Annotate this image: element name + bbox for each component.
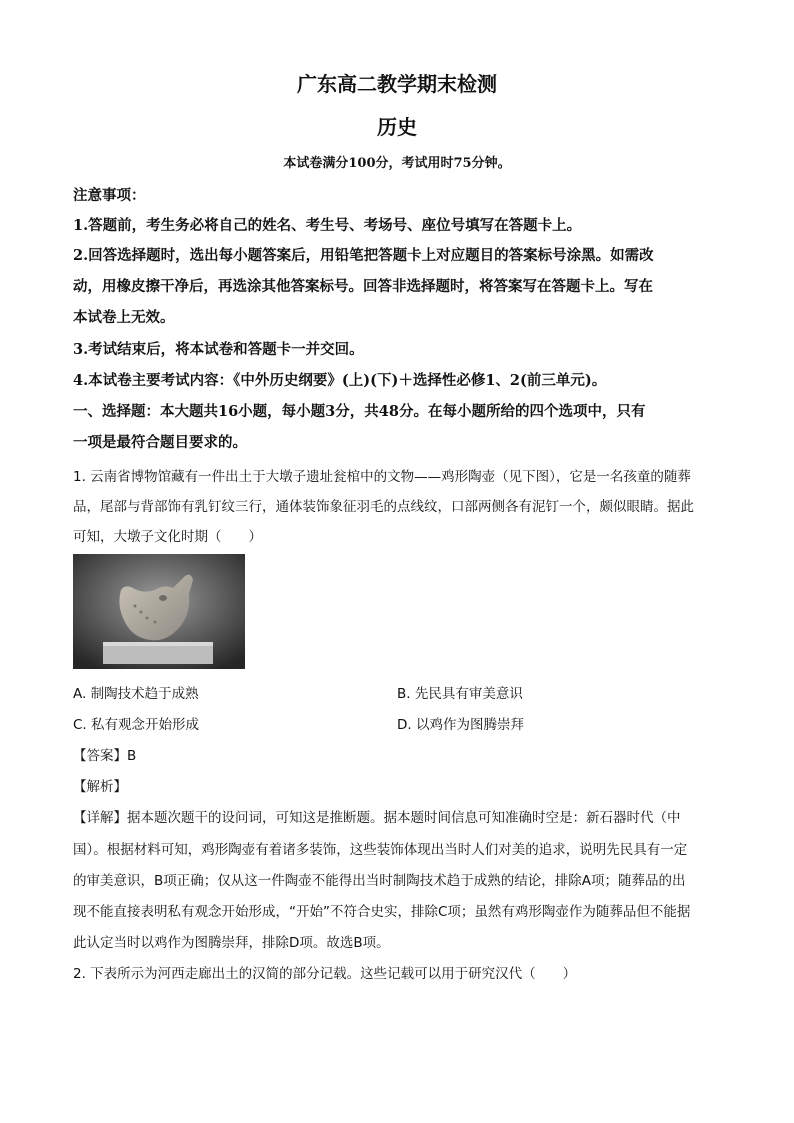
detail-tag: 详解	[86, 810, 114, 826]
question-1-stem-line-1: 1. 云南省博物馆藏有一件出土于大墩子遗址瓮棺中的文物——鸡形陶壶（见下图），它是一名孩童的随葬	[73, 469, 691, 485]
notes-item-3: 3.考试结束后，将本试卷和答题卡一并交回。	[73, 341, 364, 358]
question-1-stem-line-3: 可知，大墩子文化时期（ ）	[73, 529, 262, 545]
answer-value: B	[127, 748, 137, 764]
analysis-line: 【解析】	[73, 779, 127, 795]
pottery-image	[73, 554, 245, 669]
page-title: 广东高二教学期末检测	[297, 72, 497, 96]
section-heading-line-2: 一项是最符合题目要求的。	[73, 434, 247, 451]
option-c: C. 私有观念开始形成	[73, 717, 200, 733]
question-2-stem-line-1: 2. 下表所示为河西走廊出土的汉简的部分记载。这些记载可以用于研究汉代（ ）	[73, 966, 577, 982]
option-d: D. 以鸡作为图腾崇拜	[397, 717, 524, 733]
analysis-tag: 解析	[86, 779, 114, 795]
detail-line-3: 的审美意识，B项正确；仅从这一件陶壶不能得出当时制陶技术趋于成熟的结论，排除A项；随葬品的出	[73, 873, 686, 889]
exam-info: 本试卷满分100分，考试用时75分钟。	[283, 156, 511, 171]
detail-line-4: 现不能直接表明私有观念开始形成，“开始”不符合史实，排除C项；虽然有鸡形陶壶作为随葬品但不能据	[73, 904, 691, 920]
chicken-pottery-photo	[73, 554, 245, 669]
notes-item-1: 1.答题前，考生务必将自己的姓名、考生号、考场号、座位号填写在答题卡上。	[73, 217, 582, 234]
detail-line-5: 此认定当时以鸡作为图腾崇拜，排除D项。故选B项。	[73, 935, 390, 951]
notes-item-2-line-2: 动，用橡皮擦干净后，再选涂其他答案标号。回答非选择题时，将答案写在答题卡上。写在	[73, 278, 653, 295]
notes-item-2-line-3: 本试卷上无效。	[73, 309, 175, 326]
subject-title: 历史	[377, 115, 417, 139]
detail-line-2: 国）。根据材料可知，鸡形陶壶有着诸多装饰，这些装饰体现出当时人们对美的追求，说明先民具有一定	[73, 842, 688, 858]
question-1-stem-line-2: 品，尾部与背部饰有乳钉纹三行，通体装饰象征羽毛的点线纹，口部两侧各有泥钉一个，颇似眼睛。据此	[73, 499, 694, 515]
section-heading-line-1: 一、选择题：本大题共16小题，每小题3分，共48分。在每小题所给的四个选项中，只有	[73, 403, 646, 420]
answer-tag: 答案	[86, 748, 114, 764]
notes-heading: 注意事项：	[73, 187, 146, 204]
notes-item-4: 4.本试卷主要考试内容：《中外历史纲要》(上)(下)＋选择性必修1、2(前三单元)。	[73, 372, 607, 389]
notes-item-2-line-1: 2.回答选择题时，选出每小题答案后，用铅笔把答题卡上对应题目的答案标号涂黑。如需改	[73, 247, 654, 264]
answer-line: 【答案】B	[73, 748, 137, 764]
option-a: A. 制陶技术趋于成熟	[73, 686, 199, 702]
detail-text-1: 据本题次题干的设问词，可知这是推断题。据本题时间信息可知准确时空是：新石器时代（中	[127, 810, 681, 826]
detail-line-1: 【详解】据本题次题干的设问词，可知这是推断题。据本题时间信息可知准确时空是：新石器时代（中	[73, 810, 681, 826]
option-b: B. 先民具有审美意识	[397, 686, 523, 702]
